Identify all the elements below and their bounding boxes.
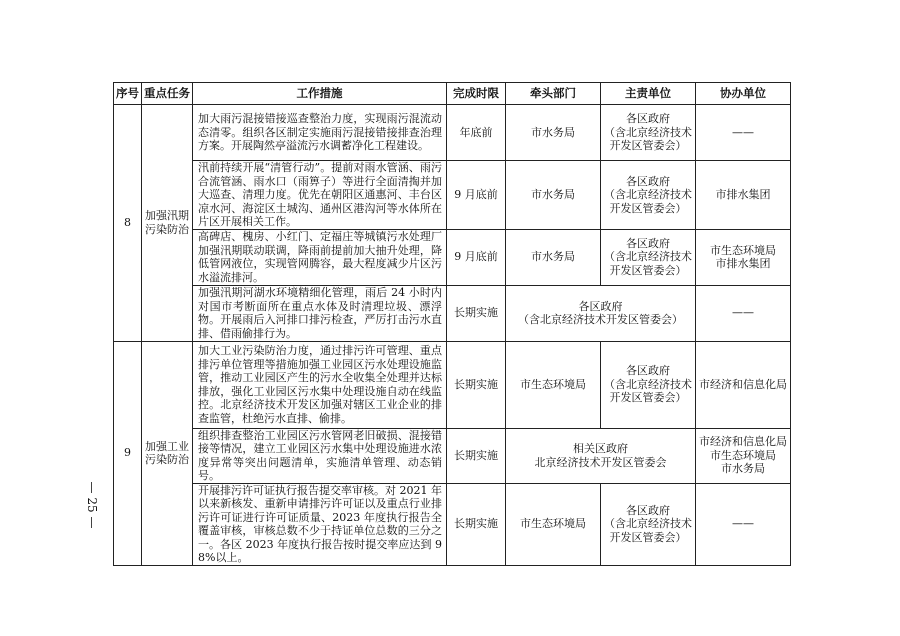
deadline-cell: 9 月底前 — [447, 229, 506, 285]
header-deadline: 完成时限 — [447, 83, 506, 105]
responsible-line: 各区政府 — [626, 364, 670, 378]
assist-cell — [696, 428, 791, 483]
merged-line: 北京经济技术开发区管委会 — [534, 455, 667, 469]
responsible-cell — [601, 483, 696, 565]
deadline-cell: 9 月底前 — [447, 161, 506, 230]
header-assist: 协办单位 — [696, 83, 791, 105]
table-header-row — [114, 83, 791, 105]
responsible-line: （含北京经济技术 — [604, 377, 692, 391]
key-task-line: 污染防治 — [145, 222, 189, 236]
table-row — [114, 161, 791, 230]
task-table — [113, 82, 791, 566]
measure-cell: 组织排查整治工业园区污水管网老旧破损、混接错接等情况，建立工业园区污水集中处理设施进水浓度异常等突出问题清单，实施清单管理、动态销号。 — [193, 428, 447, 483]
responsible-line: 各区政府 — [626, 503, 670, 517]
assist-cell — [696, 341, 791, 428]
key-task-line: 加强工业 — [145, 439, 189, 453]
table-row — [114, 428, 791, 483]
page-number: — 25 — — [85, 481, 99, 529]
assist-line: 市经济和信息化局 — [699, 377, 787, 391]
assist-line: 市排水集团 — [715, 257, 771, 270]
table-row — [114, 229, 791, 285]
responsible-cell — [601, 105, 696, 161]
table-row — [114, 483, 791, 565]
assist-line: 市经济和信息化局 — [699, 435, 787, 449]
responsible-line: 开发区管委会） — [609, 139, 687, 153]
key-task-line: 加强汛期 — [145, 209, 189, 223]
assist-line: 市水务局 — [721, 462, 765, 476]
responsible-line: 开发区管委会） — [609, 530, 687, 544]
merged-line: 相关区政府 — [573, 442, 628, 455]
lead-cell: 市水务局 — [506, 105, 601, 161]
merged-line: （含北京经济技术开发区管委会） — [518, 313, 683, 326]
item-number: 9 — [114, 341, 142, 565]
responsible-line: 开发区管委会） — [609, 391, 687, 405]
table-row — [114, 341, 791, 428]
assist-cell — [696, 483, 791, 565]
table-row — [114, 285, 791, 341]
responsible-line: 各区政府 — [626, 236, 670, 250]
responsible-line: （含北京经济技术 — [604, 517, 692, 531]
deadline-cell: 年底前 — [447, 105, 506, 161]
measure-cell: 加大工业污染防治力度，通过排污许可管理、重点排污单位管理等措施加强工业园区污水处理设施监管，推动工业园区产生的污水全收集全处理并达标排放，强化工业园区污水集中处理设施自动在线监控。北京经济技术开发区加强对辖区工业企业的排查监管，杜绝污水直排、偷排。 — [193, 341, 447, 428]
key-task — [142, 105, 193, 342]
lead-responsible-merged-cell — [506, 285, 696, 341]
assist-cell — [696, 285, 791, 341]
measure-cell: 加强汛期河湖水环境精细化管理，雨后 24 小时内对国市考断面所在重点水体及时清理垃圾、漂浮物。开展雨后入河排口排污检查，严厉打击污水直排、借雨偷排行为。 — [193, 285, 447, 341]
responsible-line: 开发区管委会） — [609, 263, 687, 277]
header-measure: 工作措施 — [193, 83, 447, 105]
assist-line: —— — [732, 125, 754, 139]
table-row — [114, 105, 791, 161]
lead-cell: 市水务局 — [506, 229, 601, 285]
header-lead: 牵头部门 — [506, 83, 601, 105]
lead-cell: 市生态环境局 — [506, 341, 601, 428]
key-task — [142, 341, 193, 565]
responsible-line: （含北京经济技术 — [604, 125, 692, 139]
assist-line: 市排水集团 — [715, 188, 771, 201]
assist-line: —— — [732, 306, 754, 320]
measure-cell: 汛前持续开展“清管行动”。提前对雨水管涵、雨污合流管涵、雨水口（雨箅子）等进行全面清掏并加大巡查、清理力度。优先在朝阳区通惠河、丰台区凉水河、海淀区土城沟、通州区港沟河等水体所在片区开展相关工作。 — [193, 161, 447, 230]
deadline-cell: 长期实施 — [447, 483, 506, 565]
lead-responsible-merged-cell — [506, 428, 696, 483]
lead-cell: 市生态环境局 — [506, 483, 601, 565]
lead-cell: 市水务局 — [506, 161, 601, 230]
responsible-cell — [601, 161, 696, 230]
assist-cell — [696, 161, 791, 230]
task-table-container — [113, 82, 790, 566]
responsible-cell — [601, 341, 696, 428]
responsible-line: 开发区管委会） — [609, 201, 687, 215]
deadline-cell: 长期实施 — [447, 428, 506, 483]
assist-line: 市生态环境局 — [710, 243, 776, 257]
header-task: 重点任务 — [142, 83, 193, 105]
assist-line: —— — [732, 517, 754, 531]
header-no: 序号 — [114, 83, 142, 105]
assist-line: 市生态环境局 — [710, 448, 776, 462]
responsible-cell — [601, 229, 696, 285]
measure-cell: 高碑店、槐房、小红门、定福庄等城镇污水处理厂加强汛期联动联调，降雨前提前加大抽升处理，降低管网液位，实现管网腾容，最大程度减少片区污水溢流排河。 — [193, 229, 447, 285]
assist-cell — [696, 105, 791, 161]
deadline-cell: 长期实施 — [447, 285, 506, 341]
item-number: 8 — [114, 105, 142, 342]
responsible-line: 各区政府 — [626, 112, 670, 126]
responsible-line: （含北京经济技术 — [604, 188, 692, 201]
responsible-line: （含北京经济技术 — [604, 250, 692, 264]
measure-cell: 开展排污许可证执行报告提交率审核。对 2021 年以来新核发、重新申请排污许可证以及重点行业排污许可证进行许可证质量、2023 年度执行报告全覆盖审核，审核总数不少于持证单位总数的三分之一。各区 2023 年度执行报告按时提交率应达到 98%以上。 — [193, 483, 447, 565]
assist-cell — [696, 229, 791, 285]
responsible-line: 各区政府 — [626, 174, 670, 188]
header-responsible: 主责单位 — [601, 83, 696, 105]
key-task-line: 污染防治 — [145, 453, 189, 466]
merged-line: 各区政府 — [578, 299, 623, 313]
measure-cell: 加大雨污混接错接巡查整治力度，实现雨污混流动态清零。组织各区制定实施雨污混接错接排查治理方案。开展陶然亭溢流污水调蓄净化工程建设。 — [193, 105, 447, 161]
deadline-cell: 长期实施 — [447, 341, 506, 428]
